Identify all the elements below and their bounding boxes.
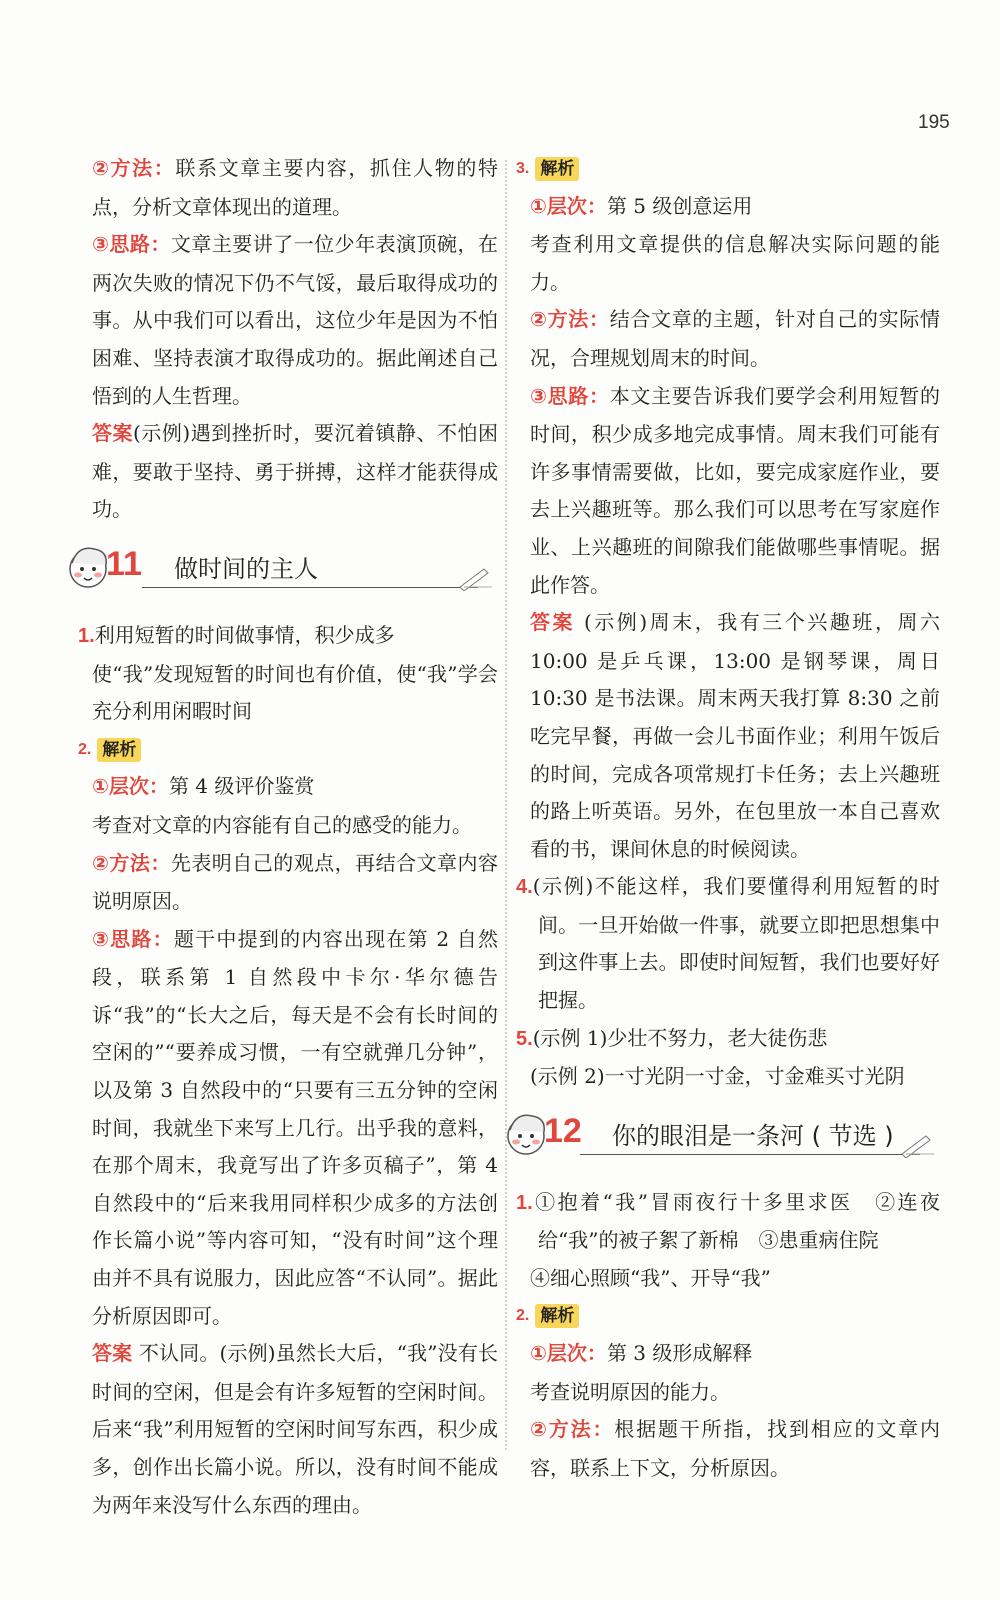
section-title: 你的眼泪是一条河 ( 节选 ) [612,1121,894,1150]
question-1-line-2: 使“我”发现短暂的时间也有价值，使“我”学会充分利用闲暇时间 [92,661,498,724]
answer-line: 答案 不认同。(示例)虽然长大后，“我”没有长时间的空闲，但是会有许多短暂的空闲时间。后来“我”利用短暂的空闲时间写东西，积少成多，创作出长篇小说。所以，没有时间不能成为两年来没写什么东西的理由。 [92,1341,499,1517]
section-number: 12 [544,1111,582,1150]
column-divider [505,160,507,1450]
answer-paragraph: 答案(示例)遇到挫折时，要沉着镇静、不怕困难，要敢于坚持、勇于拼搏，这样才能获得成功。 [92,421,499,522]
question-1: 1.利用短暂的时间做事情，积少成多 [78,622,395,647]
approach-line: ③思路：题干中提到的内容出现在第 2 自然段，联系第 1 自然段中卡尔·华尔德告诉“我”的“长大之后，每天是不会有长时间的空闲的”“要养成习惯，一有空就弹几分钟”，以及第 3 自然段中的“只要有三五分钟的空闲时间，我就坐下来写上几行。出乎我的意料，在那个周末，我竟写出了许多页稿子”，第 4 自然段中的“后来我用同样积少成多的方法创作长篇小说”等内容可知，“没有时间”这个理由并不具有说服力，因此应答“不认同”。据此分析原因即可。 [92,926,498,1328]
question-4: 4.(示例)不能这样，我们要懂得利用短暂的时间。一旦开始做一件事，就要立即把思想集中到这件事上去。即使时间短暂，我们也要好好把握。 [516,874,940,1013]
analysis-tag: 解析 [535,157,579,181]
section-12-header [516,1102,940,1180]
level-line: ①层次：第 3 级形成解释 [530,1341,753,1366]
method-line: ②方法：结合文章的主题，针对自己的实际情况，合理规划周末的时间。 [530,307,940,370]
pencil-icon [900,1132,936,1158]
analysis-tag: 解析 [535,1304,579,1328]
question-3-label: 3. 解析 [516,150,940,188]
level-line: ①层次：第 5 级创意运用 [530,193,753,218]
s12-question-1: 1.①抱着“我”冒雨夜行十多里求医 ②连夜给“我”的被子絮了新棉 ③患重病住院 [516,1189,940,1253]
section-underline [580,1154,920,1155]
section-title: 做时间的主人 [174,554,318,583]
method-line: ②方法：先表明自己的观点，再结合文章内容说明原因。 [92,850,498,914]
ability-line: 考查利用文章提供的信息解决实际问题的能力。 [530,232,940,294]
question-5-line-2: (示例 2)一寸光阴一寸金，寸金难买寸光阴 [530,1064,905,1089]
section-number: 11 [106,544,142,583]
s12-question-1-line-2: ④细心照顾“我”、开导“我” [530,1266,771,1291]
pencil-icon [458,565,494,591]
section-11-header [78,535,498,613]
level-line: ①层次：第 4 级评价鉴赏 [92,774,315,799]
analysis-tag: 解析 [97,738,141,762]
right-column [516,150,940,1488]
answer-line: 答案 (示例)周末，我有三个兴趣班，周六 10:00 是乒乓课，13:00 是钢琴课，周日 10:30 是书法课。周末两天我打算 8:30 之前吃完早餐，再做一会儿书面作业；利用午饭后的时间，完成各项常规打卡任务；去上兴趣班的路上听英语。另外，在包里放一本自己喜欢看的书，课间休息的时候阅读。 [530,610,941,861]
approach-paragraph: ③思路：文章主要讲了一位少年表演顶碗，在两次失败的情况下仍不气馁，最后取得成功的事。从中我们可以看出，这位少年是因为不怕困难、坚持表演才取得成功的。据此阐述自己悟到的人生哲理。 [92,232,498,408]
question-2-label: 2. 解析 [78,731,498,769]
method-paragraph: ②方法：联系文章主要内容，抓住人物的特点，分析文章体现出的道理。 [92,156,499,219]
section-underline [142,587,478,588]
page-number: 195 [918,112,950,133]
ability-line: 考查说明原因的能力。 [530,1379,730,1404]
ability-line: 考查对文章的内容能有自己的感受的能力。 [92,812,472,837]
method-line: ②方法：根据题干所指，找到相应的文章内容，联系上下文，分析原因。 [530,1417,940,1480]
s12-question-2-label: 2. 解析 [516,1298,940,1336]
approach-line: ③思路：本文主要告诉我们要学会利用短暂的时间，积少成多地完成事情。周末我们可能有许多事情需要做，比如，要完成家庭作业，要去上兴趣班等。那么我们可以思考在写家庭作业、上兴趣班的间隙我们能做哪些事情呢。据此作答。 [530,383,940,597]
left-column [78,150,498,1524]
question-5: 5.(示例 1)少壮不努力，老大徒伤悲 [516,1025,828,1050]
